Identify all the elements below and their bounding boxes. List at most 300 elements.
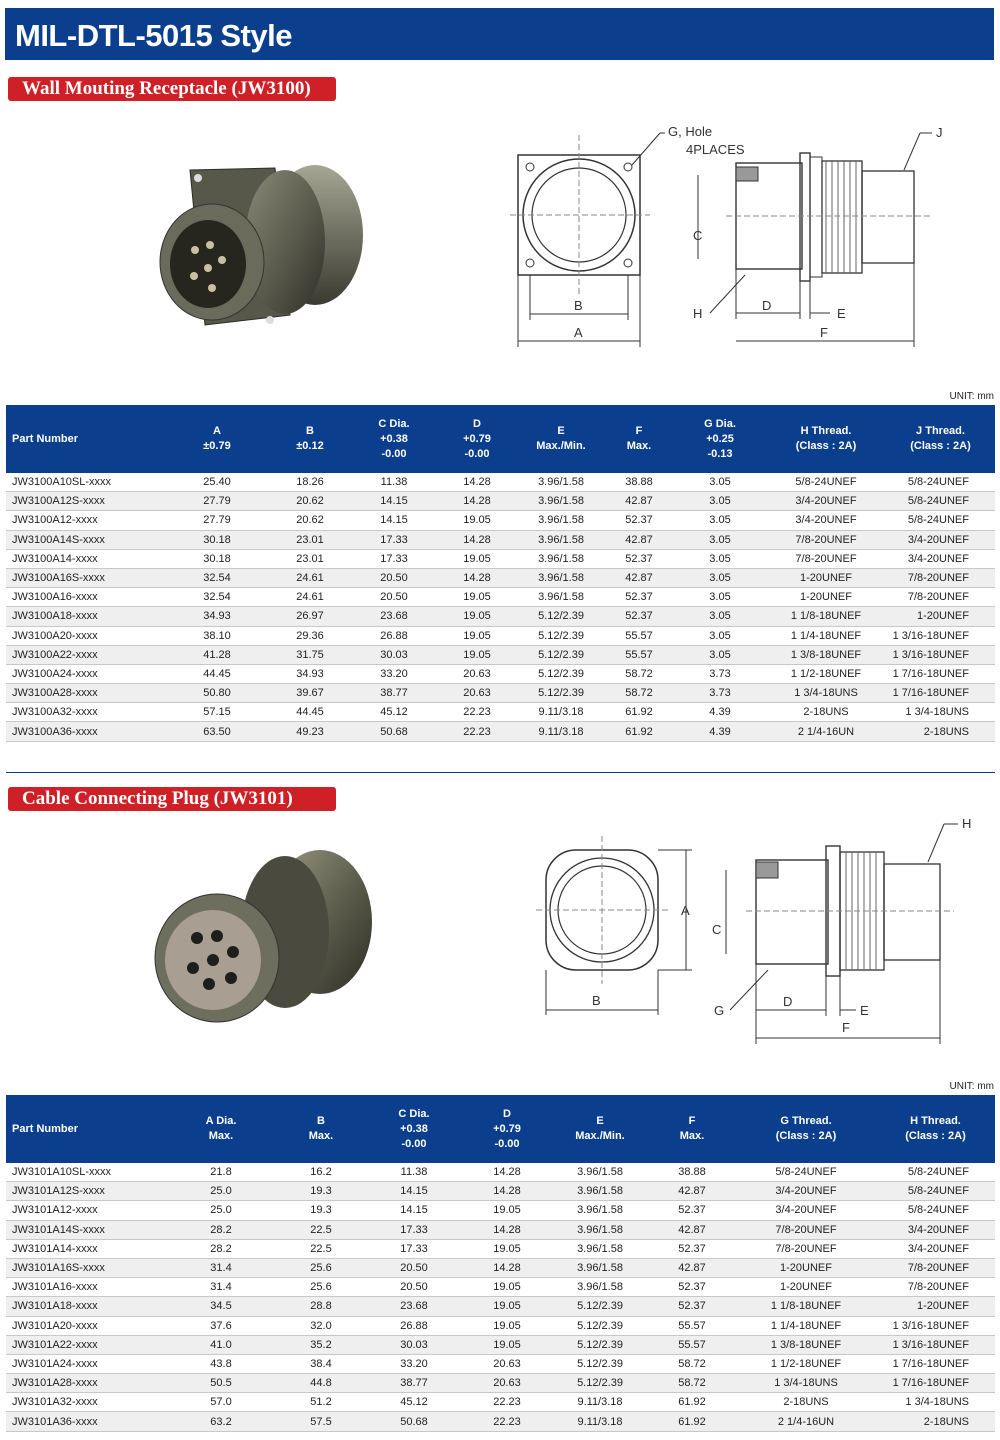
column-header-line: Max. [308, 1130, 334, 1142]
column-header [886, 405, 995, 473]
table-cell: 58.72 [604, 684, 674, 703]
table-cell: 19.05 [462, 1316, 552, 1335]
table-cell: 24.61 [268, 568, 352, 587]
table-cell: 16.2 [276, 1163, 366, 1182]
table-cell: 7/8-20UNEF [876, 1258, 995, 1277]
table-row [6, 664, 995, 683]
table-cell: 2 1/4-16UN [736, 1412, 876, 1431]
table-cell: 14.28 [436, 492, 518, 511]
column-header-line: -0.00 [401, 1137, 427, 1150]
table-cell: 43.8 [166, 1354, 276, 1373]
table-body [6, 473, 995, 741]
table-cell: 3/4-20UNEF [876, 1220, 995, 1239]
table-cell: 41.0 [166, 1335, 276, 1354]
table-cell: 39.67 [268, 684, 352, 703]
table-row [6, 645, 995, 664]
unit-label: UNIT: mm [949, 1081, 994, 1092]
table-cell: 1 7/16-18UNEF [886, 664, 995, 683]
socket [191, 932, 203, 944]
side-view-knurl [810, 157, 822, 277]
table-cell: 3.05 [674, 645, 766, 664]
pin [206, 241, 214, 249]
table-cell: 41.28 [166, 645, 268, 664]
table-cell: 1 1/4-18UNEF [766, 626, 886, 645]
table-cell: 9.11/3.18 [552, 1393, 648, 1412]
table-cell: 38.77 [366, 1374, 462, 1393]
column-header-line: ±0.12 [296, 440, 324, 452]
table-cell: 2 1/4-16UN [766, 722, 886, 741]
table-cell: 3.96/1.58 [552, 1258, 648, 1277]
table-cell: 20.63 [462, 1354, 552, 1373]
table-cell: 20.50 [366, 1258, 462, 1277]
part-number-cell: JW3101A28-xxxx [6, 1374, 166, 1393]
section-tab-plug [8, 787, 336, 811]
table-cell: 3/4-20UNEF [886, 549, 995, 568]
table-cell: 1 3/16-18UNEF [886, 626, 995, 645]
section-tab-label: Wall Mouting Receptacle (JW3100) [22, 78, 311, 99]
column-header [6, 1095, 166, 1163]
table-row [6, 473, 995, 492]
table-cell: 22.23 [436, 703, 518, 722]
table-cell: 20.63 [436, 664, 518, 683]
table-row [6, 1412, 995, 1431]
table-cell: 21.8 [166, 1163, 276, 1182]
table-cell: 14.28 [462, 1220, 552, 1239]
column-header-line: Part Number [12, 1122, 79, 1135]
table-header-row [6, 405, 995, 473]
table-cell: 38.4 [276, 1354, 366, 1373]
table-cell: 29.36 [268, 626, 352, 645]
label-c: C [712, 922, 722, 937]
column-header-line: Max./Min. [536, 440, 586, 452]
table-cell: 34.93 [166, 607, 268, 626]
table-cell: 25.6 [276, 1258, 366, 1277]
part-number-cell: JW3101A12S-xxxx [6, 1182, 166, 1201]
label-g-hole: G, Hole [668, 124, 713, 139]
part-number-cell: JW3100A18-xxxx [6, 607, 166, 626]
table-cell: 42.87 [604, 530, 674, 549]
table-cell: 17.33 [366, 1239, 462, 1258]
column-header-line: C Dia. [398, 1107, 430, 1120]
section-divider [6, 772, 995, 773]
table-row [6, 1335, 995, 1354]
table-row [6, 1201, 995, 1220]
table-row [6, 511, 995, 530]
column-header [876, 1095, 995, 1163]
column-header-line: E [557, 425, 565, 437]
table-cell: 9.11/3.18 [552, 1412, 648, 1431]
table-cell: 14.28 [436, 473, 518, 492]
table-row [6, 1374, 995, 1393]
table-cell: 17.33 [352, 549, 436, 568]
label-f: F [842, 1020, 850, 1035]
column-header-line: E [596, 1115, 604, 1127]
mount-hole-drawing [624, 163, 632, 171]
table-cell: 44.45 [268, 703, 352, 722]
table-cell: 17.33 [352, 530, 436, 549]
pin [208, 284, 216, 292]
column-header-line: Max. [208, 1130, 234, 1142]
table-cell: 20.63 [436, 684, 518, 703]
table-cell: 55.57 [604, 626, 674, 645]
table-row [6, 549, 995, 568]
part-number-cell: JW3101A20-xxxx [6, 1316, 166, 1335]
table-cell: 7/8-20UNEF [736, 1239, 876, 1258]
column-header-line: +0.25 [706, 432, 734, 445]
table-cell: 14.28 [462, 1258, 552, 1277]
table-cell: 30.03 [352, 645, 436, 664]
table-cell: 5/8-24UNEF [736, 1163, 876, 1182]
table-cell: 7/8-20UNEF [886, 588, 995, 607]
table-cell: 2-18UNS [766, 703, 886, 722]
table-cell: 3.96/1.58 [518, 568, 604, 587]
table-row [6, 492, 995, 511]
side-view-thread-hatch [756, 862, 778, 878]
column-header-line: B [306, 425, 314, 437]
table-cell: 19.05 [462, 1297, 552, 1316]
table-cell: 3.96/1.58 [552, 1220, 648, 1239]
column-header-line: Part Number [12, 432, 79, 445]
table-cell: 19.05 [436, 607, 518, 626]
table-cell: 1 3/8-18UNEF [736, 1335, 876, 1354]
table-cell: 25.6 [276, 1278, 366, 1297]
column-header-line: +0.38 [380, 432, 408, 445]
column-header [352, 405, 436, 473]
table-cell: 3/4-20UNEF [876, 1239, 995, 1258]
table-cell: 25.0 [166, 1182, 276, 1201]
table-cell: 3.96/1.58 [552, 1278, 648, 1297]
table-cell: 1-20UNEF [876, 1297, 995, 1316]
part-number-cell: JW3101A12-xxxx [6, 1201, 166, 1220]
table-cell: 52.37 [648, 1297, 736, 1316]
table-cell: 22.23 [436, 722, 518, 741]
page-title: MIL-DTL-5015 Style [15, 18, 292, 53]
column-header [6, 405, 166, 473]
table-cell: 22.5 [276, 1220, 366, 1239]
table-cell: 50.5 [166, 1374, 276, 1393]
part-number-cell: JW3100A10SL-xxxx [6, 473, 166, 492]
leader-line [730, 970, 768, 1010]
leader-line [632, 133, 660, 165]
table-cell: 22.5 [276, 1239, 366, 1258]
table-cell: 30.18 [166, 530, 268, 549]
table-cell: 14.28 [436, 568, 518, 587]
socket [207, 954, 219, 966]
table-cell: 14.15 [352, 511, 436, 530]
table-cell: 57.15 [166, 703, 268, 722]
table-cell: 52.37 [648, 1278, 736, 1297]
column-header [552, 1095, 648, 1163]
column-header [674, 405, 766, 473]
leader-line [928, 824, 944, 862]
table-cell: 20.63 [462, 1374, 552, 1393]
table-cell: 55.57 [604, 645, 674, 664]
column-header-line: -0.13 [707, 447, 733, 460]
table-cell: 31.75 [268, 645, 352, 664]
part-number-cell: JW3100A14-xxxx [6, 549, 166, 568]
column-header-line: H Thread. [910, 1115, 961, 1127]
column-header-line: D [503, 1107, 511, 1120]
table-cell: 3/4-20UNEF [766, 492, 886, 511]
column-header [166, 1095, 276, 1163]
column-header-line: F [635, 425, 643, 437]
column-header [268, 405, 352, 473]
table-cell: 5.12/2.39 [552, 1354, 648, 1373]
table-cell: 31.4 [166, 1258, 276, 1277]
table-row [6, 626, 995, 645]
table-cell: 3.05 [674, 511, 766, 530]
table-cell: 24.61 [268, 588, 352, 607]
table-cell: 1 3/16-18UNEF [886, 645, 995, 664]
label-e: E [860, 1003, 869, 1018]
column-header-line: B [317, 1115, 325, 1127]
table-cell: 23.01 [268, 549, 352, 568]
table-cell: 22.23 [462, 1412, 552, 1431]
plug-drawing [530, 810, 990, 1050]
part-number-cell: JW3100A36-xxxx [6, 722, 166, 741]
label-g: G [714, 1003, 725, 1018]
table-row [6, 1220, 995, 1239]
label-h: H [693, 306, 703, 321]
table-row [6, 1239, 995, 1258]
table-cell: 38.88 [604, 473, 674, 492]
column-header-line: F [688, 1115, 696, 1127]
table-cell: 28.8 [276, 1297, 366, 1316]
table-cell: 5.12/2.39 [518, 607, 604, 626]
table-cell: 1 3/4-18UNS [736, 1374, 876, 1393]
label-d: D [762, 298, 772, 313]
table-cell: 20.62 [268, 511, 352, 530]
table-cell: 5/8-24UNEF [766, 473, 886, 492]
column-header [604, 405, 674, 473]
table-row [6, 1258, 995, 1277]
table-cell: 5.12/2.39 [518, 684, 604, 703]
part-number-cell: JW3100A20-xxxx [6, 626, 166, 645]
table-cell: 3.05 [674, 549, 766, 568]
table-cell: 14.15 [366, 1201, 462, 1220]
table-cell: 7/8-20UNEF [736, 1220, 876, 1239]
table-cell: 3/4-20UNEF [886, 530, 995, 549]
table-cell: 3/4-20UNEF [766, 511, 886, 530]
table-cell: 9.11/3.18 [518, 703, 604, 722]
table-row [6, 703, 995, 722]
table-cell: 3.96/1.58 [552, 1182, 648, 1201]
table-cell: 3.05 [674, 530, 766, 549]
pin [218, 256, 226, 264]
table-cell: 3.96/1.58 [552, 1163, 648, 1182]
table-cell: 20.50 [352, 568, 436, 587]
table-cell: 14.15 [352, 492, 436, 511]
table-cell: 7/8-20UNEF [766, 549, 886, 568]
table-cell: 30.18 [166, 549, 268, 568]
mount-hole [194, 174, 202, 182]
part-number-cell: JW3101A32-xxxx [6, 1393, 166, 1412]
column-header [766, 405, 886, 473]
table-cell: 3.05 [674, 588, 766, 607]
table-cell: 50.68 [366, 1412, 462, 1431]
table-cell: 61.92 [648, 1393, 736, 1412]
part-number-cell: JW3101A36-xxxx [6, 1412, 166, 1431]
socket [187, 962, 199, 974]
mount-hole-drawing [526, 259, 534, 267]
table-row [6, 1163, 995, 1182]
table-cell: 50.68 [352, 722, 436, 741]
table-cell: 52.37 [648, 1239, 736, 1258]
table-cell: 19.05 [462, 1239, 552, 1258]
table-cell: 61.92 [604, 722, 674, 741]
socket [203, 978, 215, 990]
table-row [6, 1316, 995, 1335]
table-cell: 50.80 [166, 684, 268, 703]
table-cell: 33.20 [352, 664, 436, 683]
table-body [6, 1163, 995, 1431]
part-number-cell: JW3100A16S-xxxx [6, 568, 166, 587]
column-header-line: ±0.79 [203, 440, 231, 452]
table-cell: 52.37 [604, 588, 674, 607]
table-cell: 19.05 [462, 1201, 552, 1220]
table-cell: 63.50 [166, 722, 268, 741]
part-number-cell: JW3100A14S-xxxx [6, 530, 166, 549]
table-cell: 14.28 [462, 1163, 552, 1182]
table-cell: 4.39 [674, 703, 766, 722]
table-cell: 1 7/16-18UNEF [876, 1374, 995, 1393]
section-tab-receptacle [8, 77, 336, 101]
table-cell: 18.26 [268, 473, 352, 492]
receptacle-drawing [500, 115, 960, 355]
table-cell: 5.12/2.39 [552, 1316, 648, 1335]
column-header-line: +0.79 [463, 432, 491, 445]
table-cell: 31.4 [166, 1278, 276, 1297]
table-cell: 1 1/8-18UNEF [766, 607, 886, 626]
table-cell: 19.05 [436, 626, 518, 645]
socket [225, 972, 237, 984]
side-view-thread-hatch [736, 167, 758, 181]
part-number-cell: JW3101A14S-xxxx [6, 1220, 166, 1239]
table-cell: 2-18UNS [876, 1412, 995, 1431]
table-cell: 5/8-24UNEF [876, 1182, 995, 1201]
table-cell: 1 1/2-18UNEF [736, 1354, 876, 1373]
table-cell: 1 1/2-18UNEF [766, 664, 886, 683]
column-header-line: D [473, 417, 481, 430]
table-cell: 32.54 [166, 588, 268, 607]
table-row [6, 1278, 995, 1297]
column-header-line: +0.79 [493, 1122, 521, 1135]
table-cell: 30.03 [366, 1335, 462, 1354]
table-row [6, 588, 995, 607]
table-cell: 2-18UNS [736, 1393, 876, 1412]
table-cell: 5/8-24UNEF [886, 473, 995, 492]
table-cell: 26.88 [366, 1316, 462, 1335]
table-cell: 22.23 [462, 1393, 552, 1412]
table-row [6, 1182, 995, 1201]
column-header [166, 405, 268, 473]
table-cell: 27.79 [166, 511, 268, 530]
table-cell: 3.96/1.58 [518, 473, 604, 492]
table-cell: 63.2 [166, 1412, 276, 1431]
table-cell: 19.05 [462, 1278, 552, 1297]
table-row [6, 530, 995, 549]
table-cell: 45.12 [352, 703, 436, 722]
table-cell: 34.93 [268, 664, 352, 683]
table-cell: 9.11/3.18 [518, 722, 604, 741]
column-header-line: -0.00 [464, 447, 490, 460]
table-cell: 57.5 [276, 1412, 366, 1431]
part-number-cell: JW3100A12S-xxxx [6, 492, 166, 511]
table-cell: 25.0 [166, 1201, 276, 1220]
table-cell: 5.12/2.39 [518, 626, 604, 645]
part-number-cell: JW3101A10SL-xxxx [6, 1163, 166, 1182]
table-cell: 19.05 [436, 645, 518, 664]
table-cell: 7/8-20UNEF [886, 568, 995, 587]
table-cell: 25.40 [166, 473, 268, 492]
table-cell: 1 3/8-18UNEF [766, 645, 886, 664]
label-d: D [783, 994, 793, 1009]
label-f: F [820, 325, 828, 340]
label-places: 4PLACES [686, 142, 745, 157]
table-cell: 1 1/8-18UNEF [736, 1297, 876, 1316]
column-header-line: G Thread. [780, 1115, 832, 1127]
label-h: H [962, 816, 972, 831]
table-cell: 38.77 [352, 684, 436, 703]
section-tab-label: Cable Connecting Plug (JW3101) [22, 788, 293, 809]
table-cell: 3.05 [674, 492, 766, 511]
table-cell: 14.15 [366, 1182, 462, 1201]
table-cell: 3.96/1.58 [518, 549, 604, 568]
plug-spec-table [6, 1095, 995, 1432]
table-cell: 1 3/16-18UNEF [876, 1335, 995, 1354]
table-cell: 14.28 [462, 1182, 552, 1201]
table-cell: 1 1/4-18UNEF [736, 1316, 876, 1335]
table-cell: 19.05 [462, 1335, 552, 1354]
table-cell: 28.2 [166, 1239, 276, 1258]
label-c: C [693, 228, 703, 243]
table-cell: 5/8-24UNEF [886, 511, 995, 530]
table-cell: 5.12/2.39 [518, 664, 604, 683]
column-header-line: (Class : 2A) [795, 440, 857, 452]
part-number-cell: JW3100A28-xxxx [6, 684, 166, 703]
column-header-line: Max./Min. [575, 1130, 625, 1142]
table-header-row [6, 1095, 995, 1163]
label-b: B [592, 993, 601, 1008]
table-cell: 11.38 [352, 473, 436, 492]
table-cell: 1-20UNEF [736, 1258, 876, 1277]
pin [190, 272, 198, 280]
table-cell: 38.88 [648, 1163, 736, 1182]
table-cell: 45.12 [366, 1393, 462, 1412]
table-cell: 61.92 [648, 1412, 736, 1431]
table-cell: 11.38 [366, 1163, 462, 1182]
column-header-line: C Dia. [378, 417, 410, 430]
table-cell: 5.12/2.39 [552, 1335, 648, 1354]
table-cell: 23.68 [366, 1297, 462, 1316]
table-cell: 34.5 [166, 1297, 276, 1316]
table-cell: 44.8 [276, 1374, 366, 1393]
table-cell: 19.3 [276, 1201, 366, 1220]
unit-label: UNIT: mm [949, 391, 994, 402]
table-cell: 20.62 [268, 492, 352, 511]
table-cell: 5/8-24UNEF [876, 1163, 995, 1182]
table-cell: 49.23 [268, 722, 352, 741]
table-row [6, 568, 995, 587]
label-j: J [936, 125, 943, 140]
column-header-line: J Thread. [916, 425, 965, 437]
table-cell: 32.54 [166, 568, 268, 587]
table-cell: 52.37 [604, 607, 674, 626]
table-cell: 5/8-24UNEF [876, 1201, 995, 1220]
table-cell: 23.01 [268, 530, 352, 549]
column-header [436, 405, 518, 473]
mount-hole [266, 316, 274, 324]
